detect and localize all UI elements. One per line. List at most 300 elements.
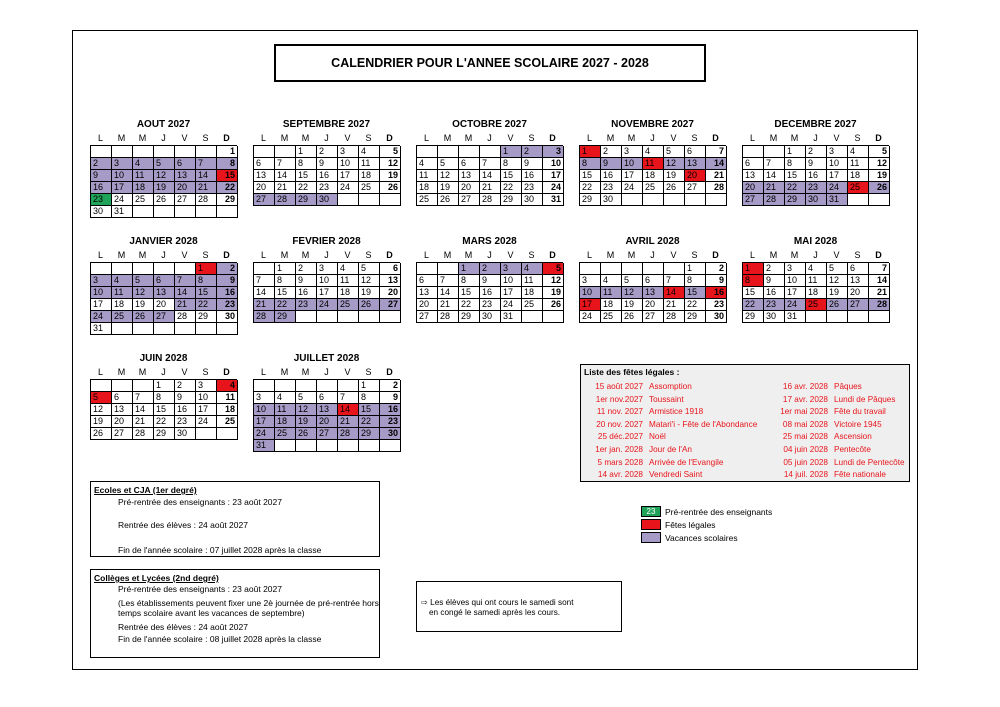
day-cell: 26 (622, 311, 643, 323)
day-cell: 7 (338, 392, 359, 404)
day-cell: 28 (869, 299, 890, 311)
day-cell: 13 (175, 170, 196, 182)
day-cell: 18 (601, 299, 622, 311)
day-cell: 28 (196, 194, 217, 206)
day-cell: 6 (459, 158, 480, 170)
day-cell: 11 (848, 158, 869, 170)
day-cell: 20 (848, 287, 869, 299)
day-cell: 15 (743, 287, 764, 299)
empty-day-cell (338, 194, 359, 206)
colleges-line: (Les établissements peuvent fixer une 2è journée de pré-rentrée hors (118, 598, 379, 608)
day-cell: 29 (217, 194, 238, 206)
day-cell: 27 (154, 311, 175, 323)
empty-day-cell (601, 263, 622, 275)
day-cell: 5 (827, 263, 848, 275)
ecoles-line: Fin de l'année scolaire : 07 juillet 2028 après la classe (118, 545, 322, 555)
weekday-label: L (260, 133, 266, 143)
month-calendar (579, 117, 726, 206)
day-cell: 2 (317, 146, 338, 158)
day-cell: 20 (380, 287, 401, 299)
weekday-label: L (586, 250, 592, 260)
day-cell: 5 (664, 146, 685, 158)
day-cell: 23 (522, 182, 543, 194)
day-cell: 2 (91, 158, 112, 170)
holiday-date: 08 mai 2028 (782, 419, 828, 429)
weekday-label: J (487, 250, 492, 260)
weekday-label: M (790, 133, 799, 143)
weekday-label: J (650, 250, 655, 260)
empty-day-cell (317, 311, 338, 323)
day-cell: 28 (338, 428, 359, 440)
day-cell: 14 (196, 170, 217, 182)
day-cell: 19 (438, 182, 459, 194)
day-cell: 29 (196, 311, 217, 323)
day-cell: 8 (154, 392, 175, 404)
day-cell: 9 (296, 275, 317, 287)
empty-day-cell (133, 263, 154, 275)
weekday-label: S (528, 133, 535, 143)
day-cell: 30 (706, 311, 727, 323)
day-cell: 19 (91, 416, 112, 428)
weekday-label: L (749, 133, 755, 143)
day-cell: 15 (154, 404, 175, 416)
day-cell: 7 (196, 158, 217, 170)
empty-day-cell (580, 263, 601, 275)
day-grid (416, 145, 563, 206)
weekday-label: D (386, 250, 393, 260)
day-cell: 5 (91, 392, 112, 404)
day-cell: 16 (706, 287, 727, 299)
day-cell: 29 (785, 194, 806, 206)
day-cell: 11 (417, 170, 438, 182)
day-cell: 14 (706, 158, 727, 170)
day-cell: 20 (175, 182, 196, 194)
legend-swatch-green: 23 (641, 506, 661, 517)
weekday-label: D (223, 250, 230, 260)
empty-day-cell (438, 263, 459, 275)
day-cell: 24 (196, 416, 217, 428)
day-cell: 8 (296, 158, 317, 170)
weekday-label: J (813, 250, 818, 260)
holiday-name: Assomption (649, 382, 692, 391)
day-cell: 31 (112, 206, 133, 218)
day-cell: 29 (580, 194, 601, 206)
day-cell: 3 (112, 158, 133, 170)
weekday-label: J (161, 367, 166, 377)
empty-day-cell (317, 440, 338, 452)
weekday-label: V (344, 367, 351, 377)
day-cell: 4 (359, 146, 380, 158)
day-cell: 5 (438, 158, 459, 170)
day-cell: 16 (764, 287, 785, 299)
weekday-label: L (586, 133, 592, 143)
day-cell: 23 (764, 299, 785, 311)
month-calendar (90, 234, 237, 335)
day-cell: 7 (438, 275, 459, 287)
day-cell: 27 (417, 311, 438, 323)
weekday-header (742, 132, 889, 145)
empty-day-cell (438, 146, 459, 158)
day-cell: 13 (643, 287, 664, 299)
day-cell: 8 (501, 158, 522, 170)
day-cell: 25 (643, 182, 664, 194)
day-cell: 24 (112, 194, 133, 206)
month-calendar (416, 117, 563, 206)
empty-day-cell (196, 428, 217, 440)
day-cell: 20 (685, 170, 706, 182)
day-cell: 9 (380, 392, 401, 404)
weekday-label: V (344, 250, 351, 260)
month-calendar (253, 351, 400, 452)
empty-day-cell (296, 380, 317, 392)
weekday-header (579, 132, 726, 145)
empty-day-cell (254, 146, 275, 158)
holiday-date: 14 avr. 2028 (597, 470, 643, 480)
weekday-label: D (549, 250, 556, 260)
day-cell: 1 (743, 263, 764, 275)
holiday-row (758, 457, 905, 470)
empty-day-cell (175, 263, 196, 275)
empty-day-cell (112, 323, 133, 335)
empty-day-cell (254, 380, 275, 392)
weekday-label: D (549, 133, 556, 143)
day-cell: 18 (133, 182, 154, 194)
day-cell: 26 (869, 182, 890, 194)
day-cell: 4 (806, 263, 827, 275)
weekday-header (90, 249, 237, 262)
day-cell: 13 (848, 275, 869, 287)
holiday-row (583, 444, 757, 457)
day-cell: 24 (501, 299, 522, 311)
empty-day-cell (175, 146, 196, 158)
day-cell: 27 (317, 428, 338, 440)
day-cell: 27 (848, 299, 869, 311)
empty-day-cell (622, 194, 643, 206)
day-cell: 22 (501, 182, 522, 194)
day-cell: 14 (664, 287, 685, 299)
day-cell: 12 (869, 158, 890, 170)
empty-day-cell (743, 146, 764, 158)
day-cell: 22 (459, 299, 480, 311)
empty-day-cell (196, 146, 217, 158)
day-cell: 3 (317, 263, 338, 275)
holiday-row (583, 431, 757, 444)
holiday-row (583, 406, 757, 419)
day-cell: 10 (338, 158, 359, 170)
day-cell: 16 (522, 170, 543, 182)
legend-fetes (641, 518, 772, 531)
day-cell: 15 (217, 170, 238, 182)
day-cell: 21 (175, 299, 196, 311)
day-cell: 17 (338, 170, 359, 182)
weekday-label: S (691, 250, 698, 260)
day-cell: 24 (254, 428, 275, 440)
weekday-label: J (161, 250, 166, 260)
day-cell: 8 (359, 392, 380, 404)
day-cell: 17 (112, 182, 133, 194)
day-cell: 25 (359, 182, 380, 194)
empty-day-cell (338, 440, 359, 452)
day-grid (90, 145, 237, 218)
weekday-label: J (324, 367, 329, 377)
day-cell: 1 (580, 146, 601, 158)
holiday-row (583, 381, 757, 394)
day-cell: 7 (664, 275, 685, 287)
holiday-name: Matari'i - Fête de l'Abondance (649, 419, 758, 429)
empty-day-cell (643, 194, 664, 206)
holiday-name: Pentecôte (834, 444, 871, 454)
empty-day-cell (338, 311, 359, 323)
day-cell: 14 (175, 287, 196, 299)
day-grid (90, 262, 237, 335)
day-cell: 18 (112, 299, 133, 311)
day-cell: 6 (317, 392, 338, 404)
month-title: NOVEMBRE 2027 (611, 119, 694, 130)
day-cell: 7 (706, 146, 727, 158)
month-title: OCTOBRE 2027 (452, 119, 527, 130)
day-cell: 19 (827, 287, 848, 299)
day-cell: 22 (196, 299, 217, 311)
month-title: SEPTEMBRE 2027 (282, 119, 371, 130)
weekday-label: S (202, 133, 209, 143)
day-cell: 23 (380, 416, 401, 428)
day-cell: 30 (806, 194, 827, 206)
day-cell: 2 (217, 263, 238, 275)
day-cell: 8 (459, 275, 480, 287)
holiday-row (583, 394, 757, 407)
day-cell: 12 (380, 158, 401, 170)
day-cell: 6 (848, 263, 869, 275)
day-cell: 23 (706, 299, 727, 311)
empty-day-cell (685, 194, 706, 206)
weekday-label: J (487, 133, 492, 143)
day-cell: 6 (643, 275, 664, 287)
empty-day-cell (133, 380, 154, 392)
day-cell: 19 (622, 299, 643, 311)
weekday-label: D (712, 133, 719, 143)
day-cell: 7 (175, 275, 196, 287)
empty-day-cell (664, 263, 685, 275)
note-line: en congé le samedi après les cours. (429, 608, 561, 617)
day-cell: 29 (275, 311, 296, 323)
ecoles-line: Rentrée des élèves : 24 août 2027 (118, 520, 248, 530)
day-cell: 21 (869, 287, 890, 299)
day-cell: 9 (806, 158, 827, 170)
day-cell: 19 (664, 170, 685, 182)
day-cell: 9 (91, 170, 112, 182)
day-cell: 10 (543, 158, 564, 170)
empty-day-cell (196, 206, 217, 218)
day-cell: 10 (622, 158, 643, 170)
day-cell: 7 (275, 158, 296, 170)
weekday-label: M (769, 250, 778, 260)
day-cell: 19 (869, 170, 890, 182)
day-cell: 20 (417, 299, 438, 311)
holiday-date: 04 juin 2028 (783, 444, 828, 454)
weekday-label: J (324, 133, 329, 143)
day-grid (416, 262, 563, 323)
day-cell: 26 (438, 194, 459, 206)
day-cell: 25 (275, 428, 296, 440)
day-cell: 31 (91, 323, 112, 335)
day-cell: 16 (175, 404, 196, 416)
day-cell: 29 (743, 311, 764, 323)
holiday-date: 11 nov. 2027 (596, 407, 643, 417)
weekday-label: V (181, 250, 188, 260)
day-cell: 13 (154, 287, 175, 299)
holiday-date: 14 juil. 2028 (783, 470, 828, 480)
empty-day-cell (522, 311, 543, 323)
weekday-label: M (117, 250, 126, 260)
day-cell: 20 (154, 299, 175, 311)
weekday-header (90, 132, 237, 145)
day-cell: 17 (785, 287, 806, 299)
day-cell: 4 (275, 392, 296, 404)
day-cell: 20 (112, 416, 133, 428)
weekday-label: M (443, 250, 452, 260)
day-cell: 30 (522, 194, 543, 206)
day-cell: 23 (480, 299, 501, 311)
day-cell: 19 (359, 287, 380, 299)
day-cell: 12 (827, 275, 848, 287)
weekday-label: D (223, 133, 230, 143)
note-line: ⇨ Les élèves qui ont cours le samedi sont (421, 598, 574, 607)
colleges-line: Fin de l'année scolaire : 08 juillet 2028 après la classe (118, 634, 322, 644)
day-cell: 25 (133, 194, 154, 206)
day-cell: 28 (706, 182, 727, 194)
weekday-label: L (423, 250, 429, 260)
day-cell: 28 (254, 311, 275, 323)
weekday-label: D (386, 133, 393, 143)
day-cell: 25 (112, 311, 133, 323)
day-cell: 6 (417, 275, 438, 287)
weekday-label: V (181, 133, 188, 143)
day-cell: 1 (217, 146, 238, 158)
day-cell: 22 (359, 416, 380, 428)
day-cell: 17 (196, 404, 217, 416)
day-cell: 14 (438, 287, 459, 299)
day-cell: 30 (175, 428, 196, 440)
day-cell: 1 (501, 146, 522, 158)
day-cell: 17 (501, 287, 522, 299)
day-cell: 29 (501, 194, 522, 206)
day-cell: 27 (112, 428, 133, 440)
day-cell: 1 (685, 263, 706, 275)
weekday-label: J (650, 133, 655, 143)
day-cell: 21 (338, 416, 359, 428)
day-cell: 26 (543, 299, 564, 311)
holiday-row (758, 381, 905, 394)
day-cell: 18 (217, 404, 238, 416)
empty-day-cell (480, 146, 501, 158)
day-cell: 19 (154, 182, 175, 194)
day-cell: 26 (664, 182, 685, 194)
weekday-label: J (813, 133, 818, 143)
weekday-label: S (202, 367, 209, 377)
day-cell: 3 (622, 146, 643, 158)
day-cell: 8 (217, 158, 238, 170)
day-cell: 28 (438, 311, 459, 323)
day-cell: 31 (827, 194, 848, 206)
day-cell: 14 (338, 404, 359, 416)
colleges-line: Pré-rentrée des enseignants : 23 août 2027 (118, 584, 282, 594)
day-grid (253, 379, 400, 452)
day-cell: 25 (338, 299, 359, 311)
weekday-header (90, 366, 237, 379)
day-cell: 21 (196, 182, 217, 194)
day-cell: 17 (622, 170, 643, 182)
day-cell: 10 (317, 275, 338, 287)
day-cell: 2 (480, 263, 501, 275)
month-calendar (742, 234, 889, 323)
day-grid (90, 379, 237, 440)
day-cell: 11 (643, 158, 664, 170)
weekday-label: M (280, 133, 289, 143)
empty-day-cell (706, 194, 727, 206)
day-cell: 22 (685, 299, 706, 311)
day-cell: 23 (806, 182, 827, 194)
day-cell: 10 (785, 275, 806, 287)
ecoles-title: Ecoles et CJA (1er degré) (94, 485, 197, 495)
day-cell: 20 (743, 182, 764, 194)
day-cell: 1 (785, 146, 806, 158)
day-cell: 1 (359, 380, 380, 392)
day-cell: 23 (175, 416, 196, 428)
empty-day-cell (196, 323, 217, 335)
day-cell: 29 (459, 311, 480, 323)
day-cell: 11 (601, 287, 622, 299)
weekday-label: D (875, 250, 882, 260)
weekday-label: V (670, 250, 677, 260)
holiday-name: Jour de l'An (649, 444, 692, 454)
day-cell: 22 (275, 299, 296, 311)
colleges-title: Collèges et Lycées (2nd degré) (94, 573, 219, 583)
day-cell: 8 (743, 275, 764, 287)
weekday-label: S (365, 250, 372, 260)
holiday-row (758, 431, 905, 444)
day-cell: 27 (380, 299, 401, 311)
day-cell: 3 (254, 392, 275, 404)
colleges-line: temps scolaire avant les vacances de septembre) (118, 608, 305, 618)
holiday-date: 20 nov. 2027 (596, 419, 643, 429)
weekday-label: M (627, 133, 636, 143)
month-calendar (253, 234, 400, 323)
empty-day-cell (154, 206, 175, 218)
day-cell: 11 (112, 287, 133, 299)
legend-swatch-purple (641, 532, 661, 543)
empty-day-cell (175, 323, 196, 335)
day-cell: 19 (133, 299, 154, 311)
day-cell: 17 (91, 299, 112, 311)
day-cell: 31 (254, 440, 275, 452)
holidays-list (580, 364, 910, 482)
holiday-row (583, 469, 757, 482)
weekday-label: V (507, 133, 514, 143)
day-grid (579, 145, 726, 206)
day-cell: 2 (522, 146, 543, 158)
day-cell: 11 (806, 275, 827, 287)
ecoles-info-box (90, 481, 380, 557)
day-cell: 30 (217, 311, 238, 323)
weekday-label: M (464, 250, 473, 260)
day-cell: 24 (338, 182, 359, 194)
holiday-name: Armistice 1918 (649, 407, 704, 417)
day-cell: 21 (480, 182, 501, 194)
day-cell: 19 (296, 416, 317, 428)
day-cell: 16 (380, 404, 401, 416)
day-cell: 22 (580, 182, 601, 194)
day-cell: 16 (317, 170, 338, 182)
